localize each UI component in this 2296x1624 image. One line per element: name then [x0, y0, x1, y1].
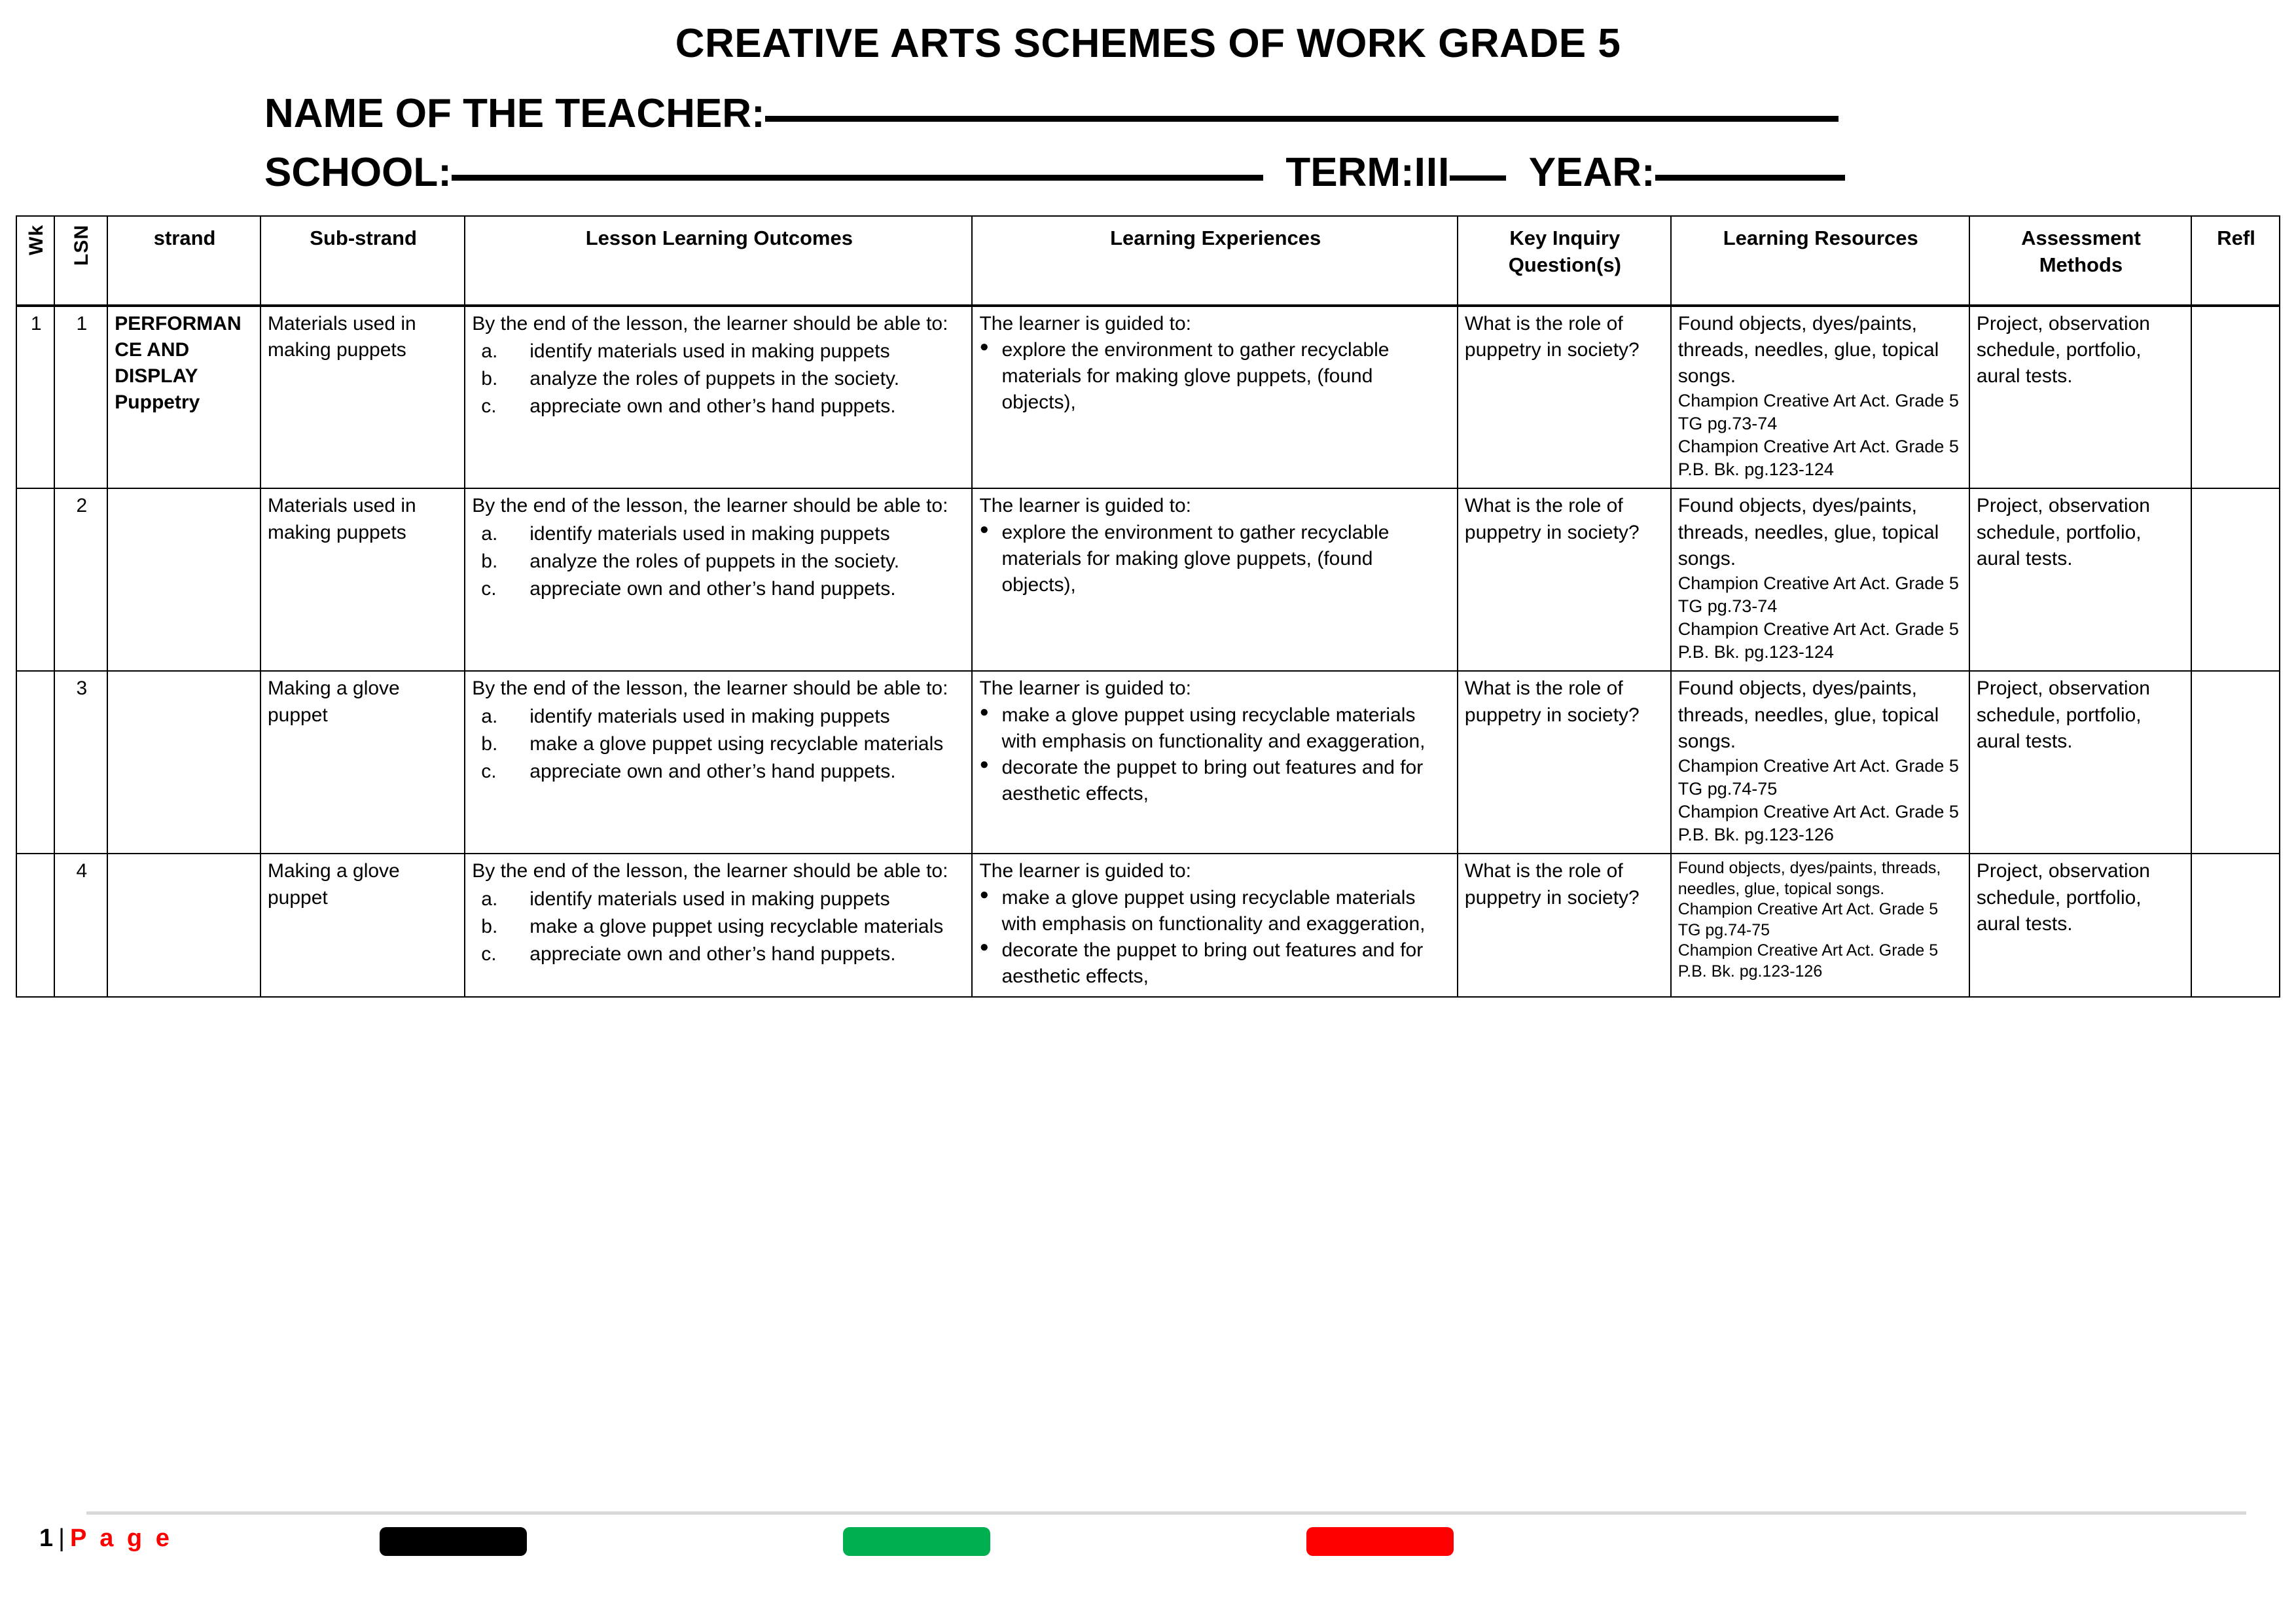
outcome-item: appreciate own and other’s hand puppets. [529, 943, 896, 965]
cell-experiences [972, 488, 1457, 671]
column-header-assessment-line1: Assessment [2021, 226, 2141, 249]
outcome-item: identify materials used in making puppets [529, 340, 890, 362]
cell-substrand: Materials used in making puppets [260, 306, 465, 489]
cell-assessment: Project, observation schedule, portfolio, aural tests. [1969, 854, 2191, 997]
teacher-input-rule[interactable] [765, 116, 1839, 122]
cell-week: 1 [16, 306, 54, 489]
column-header-experiences: Learning Experiences [972, 216, 1457, 306]
column-header-inquiry-line1: Key Inquiry [1509, 226, 1621, 249]
resources-reference-1: Champion Creative Art Act. Grade 5 TG pg.74-75 [1677, 755, 1959, 799]
experiences-list [979, 520, 1451, 599]
year-input-rule[interactable] [1655, 175, 1845, 181]
outcomes-intro: By the end of the lesson, the learner should be able to: [472, 495, 948, 517]
outcomes-list [472, 704, 966, 785]
outcome-item: appreciate own and other’s hand puppets. [529, 395, 896, 418]
strand-line-2: CE AND [115, 338, 190, 361]
resources-reference-1: Champion Creative Art Act. Grade 5 TG pg.74-75 [1677, 900, 1939, 939]
outcomes-list [472, 521, 966, 603]
cell-resources [1671, 488, 1969, 671]
cell-refl[interactable] [2191, 306, 2280, 489]
cell-strand [107, 488, 260, 671]
cell-outcomes [465, 306, 972, 489]
teacher-field-line [0, 65, 2296, 135]
table-header-row [16, 216, 2280, 306]
resources-reference-1: Champion Creative Art Act. Grade 5 TG pg.73-74 [1677, 391, 1959, 434]
outcome-item: appreciate own and other’s hand puppets. [529, 578, 896, 600]
outcome-item: identify materials used in making puppets [529, 888, 890, 910]
resources-materials: Found objects, dyes/paints, threads, needles, glue, topical songs. [1677, 312, 1939, 387]
outcome-item: analyze the roles of puppets in the society. [529, 550, 900, 572]
column-header-refl: Refl [2191, 216, 2280, 306]
school-label: SCHOOL: [264, 149, 452, 195]
table-row [16, 854, 2280, 997]
resources-reference-1: Champion Creative Art Act. Grade 5 TG pg.73-74 [1677, 573, 1959, 617]
cell-substrand: Materials used in making puppets [260, 488, 465, 671]
strand-line-3: DISPLAY [115, 365, 198, 387]
cell-inquiry: What is the role of puppetry in society? [1458, 306, 1671, 489]
cell-assessment: Project, observation schedule, portfolio, aural tests. [1969, 306, 2191, 489]
cell-week [16, 671, 54, 854]
outcome-item: make a glove puppet using recyclable materials [529, 732, 944, 755]
school-input-rule[interactable] [452, 175, 1263, 181]
experiences-list [979, 702, 1451, 808]
outcomes-intro: By the end of the lesson, the learner should be able to: [472, 312, 948, 334]
year-label: YEAR: [1528, 149, 1655, 195]
column-header-lsn-label: LSN [70, 224, 92, 266]
cell-experiences [972, 854, 1457, 997]
cell-inquiry: What is the role of puppetry in society? [1458, 488, 1671, 671]
page-number-indicator [39, 1525, 173, 1553]
outcomes-list [472, 338, 966, 420]
experience-item: ● make a glove puppet using recyclable materials with emphasis on functionality and exaggeration, [979, 702, 1451, 755]
resources-materials: Found objects, dyes/paints, threads, needles, glue, topical songs. [1677, 859, 1941, 898]
cell-strand [107, 854, 260, 997]
outcomes-intro: By the end of the lesson, the learner should be able to: [472, 860, 948, 882]
column-header-outcomes: Lesson Learning Outcomes [465, 216, 972, 306]
resources-materials: Found objects, dyes/paints, threads, needles, glue, topical songs. [1677, 495, 1939, 569]
footer-bar-red [1306, 1527, 1454, 1556]
cell-inquiry: What is the role of puppetry in society? [1458, 854, 1671, 997]
column-header-assessment [1969, 216, 2191, 306]
cell-strand [107, 306, 260, 489]
cell-resources [1671, 854, 1969, 997]
table-body [16, 306, 2280, 998]
schemes-of-work-table [16, 215, 2280, 998]
cell-lesson: 4 [54, 854, 107, 997]
experience-item: ● decorate the puppet to bring out features and for aesthetic effects, [979, 755, 1451, 807]
cell-substrand: Making a glove puppet [260, 854, 465, 997]
cell-refl[interactable] [2191, 854, 2280, 997]
cell-experiences [972, 306, 1457, 489]
footer-page-number: 1 [39, 1525, 54, 1552]
cell-resources [1671, 671, 1969, 854]
footer-separator: | [58, 1525, 65, 1552]
experiences-intro: The learner is guided to: [979, 495, 1191, 517]
cell-lesson: 1 [54, 306, 107, 489]
cell-assessment: Project, observation schedule, portfolio, aural tests. [1969, 671, 2191, 854]
column-header-resources: Learning Resources [1671, 216, 1969, 306]
strand-line-4: Puppetry [115, 391, 200, 414]
experience-item: ● make a glove puppet using recyclable materials with emphasis on functionality and exaggeration, [979, 885, 1451, 937]
cell-refl[interactable] [2191, 671, 2280, 854]
outcomes-list [472, 886, 966, 968]
column-header-assessment-line2: Methods [2039, 253, 2123, 277]
resources-reference-2: Champion Creative Art Act. Grade 5 P.B. Bk. pg.123-124 [1677, 437, 1959, 480]
outcome-item: identify materials used in making puppets [529, 705, 890, 727]
footer-divider [86, 1511, 2246, 1515]
strand-line-1: PERFORMAN [115, 312, 242, 334]
cell-outcomes [465, 854, 972, 997]
footer-bar-black [380, 1527, 527, 1556]
page-title: CREATIVE ARTS SCHEMES OF WORK GRADE 5 [675, 21, 1621, 66]
cell-refl[interactable] [2191, 488, 2280, 671]
column-header-inquiry [1458, 216, 1671, 306]
cell-assessment: Project, observation schedule, portfolio, aural tests. [1969, 488, 2191, 671]
footer-page-word: P a g e [70, 1525, 173, 1552]
page-footer [0, 1500, 2296, 1624]
resources-reference-2: Champion Creative Art Act. Grade 5 P.B. Bk. pg.123-124 [1677, 619, 1959, 662]
cell-experiences [972, 671, 1457, 854]
cell-strand [107, 671, 260, 854]
column-header-lsn [54, 216, 107, 306]
cell-lesson: 2 [54, 488, 107, 671]
teacher-label: NAME OF THE TEACHER: [264, 91, 765, 137]
cell-week [16, 488, 54, 671]
cell-lesson: 3 [54, 671, 107, 854]
cell-outcomes [465, 488, 972, 671]
experiences-intro: The learner is guided to: [979, 677, 1191, 700]
table-row [16, 306, 2280, 489]
column-header-wk-label: Wk [26, 224, 47, 255]
resources-reference-2: Champion Creative Art Act. Grade 5 P.B. Bk. pg.123-126 [1677, 802, 1959, 845]
experiences-list [979, 337, 1451, 416]
term-label: TERM: [1285, 149, 1414, 195]
table-row [16, 488, 2280, 671]
column-header-inquiry-line2: Question(s) [1508, 253, 1621, 277]
experience-item: ● explore the environment to gather recyclable materials for making glove puppets, (found objects), [979, 337, 1451, 416]
cell-substrand: Making a glove puppet [260, 671, 465, 854]
outcome-item: identify materials used in making puppets [529, 522, 890, 545]
experience-item: ● explore the environment to gather recyclable materials for making glove puppets, (found objects), [979, 520, 1451, 599]
cell-resources [1671, 306, 1969, 489]
term-value[interactable]: III [1414, 149, 1450, 195]
outcome-item: make a glove puppet using recyclable materials [529, 915, 944, 937]
outcome-item: appreciate own and other’s hand puppets. [529, 760, 896, 782]
column-header-strand: strand [107, 216, 260, 306]
column-header-wk [16, 216, 54, 306]
term-input-rule[interactable] [1450, 175, 1506, 181]
cell-week [16, 854, 54, 997]
school-term-year-line [0, 135, 2296, 194]
experiences-intro: The learner is guided to: [979, 860, 1191, 882]
experiences-intro: The learner is guided to: [979, 312, 1191, 334]
resources-materials: Found objects, dyes/paints, threads, needles, glue, topical songs. [1677, 677, 1939, 752]
cell-outcomes [465, 671, 972, 854]
experience-item: ● decorate the puppet to bring out features and for aesthetic effects, [979, 937, 1451, 990]
table-row [16, 671, 2280, 854]
cell-inquiry: What is the role of puppetry in society? [1458, 671, 1671, 854]
footer-bar-green [843, 1527, 990, 1556]
resources-reference-2: Champion Creative Art Act. Grade 5 P.B. Bk. pg.123-126 [1677, 941, 1939, 981]
outcomes-intro: By the end of the lesson, the learner should be able to: [472, 677, 948, 700]
experiences-list [979, 885, 1451, 990]
outcome-item: analyze the roles of puppets in the society. [529, 367, 900, 389]
column-header-substrand: Sub-strand [260, 216, 465, 306]
